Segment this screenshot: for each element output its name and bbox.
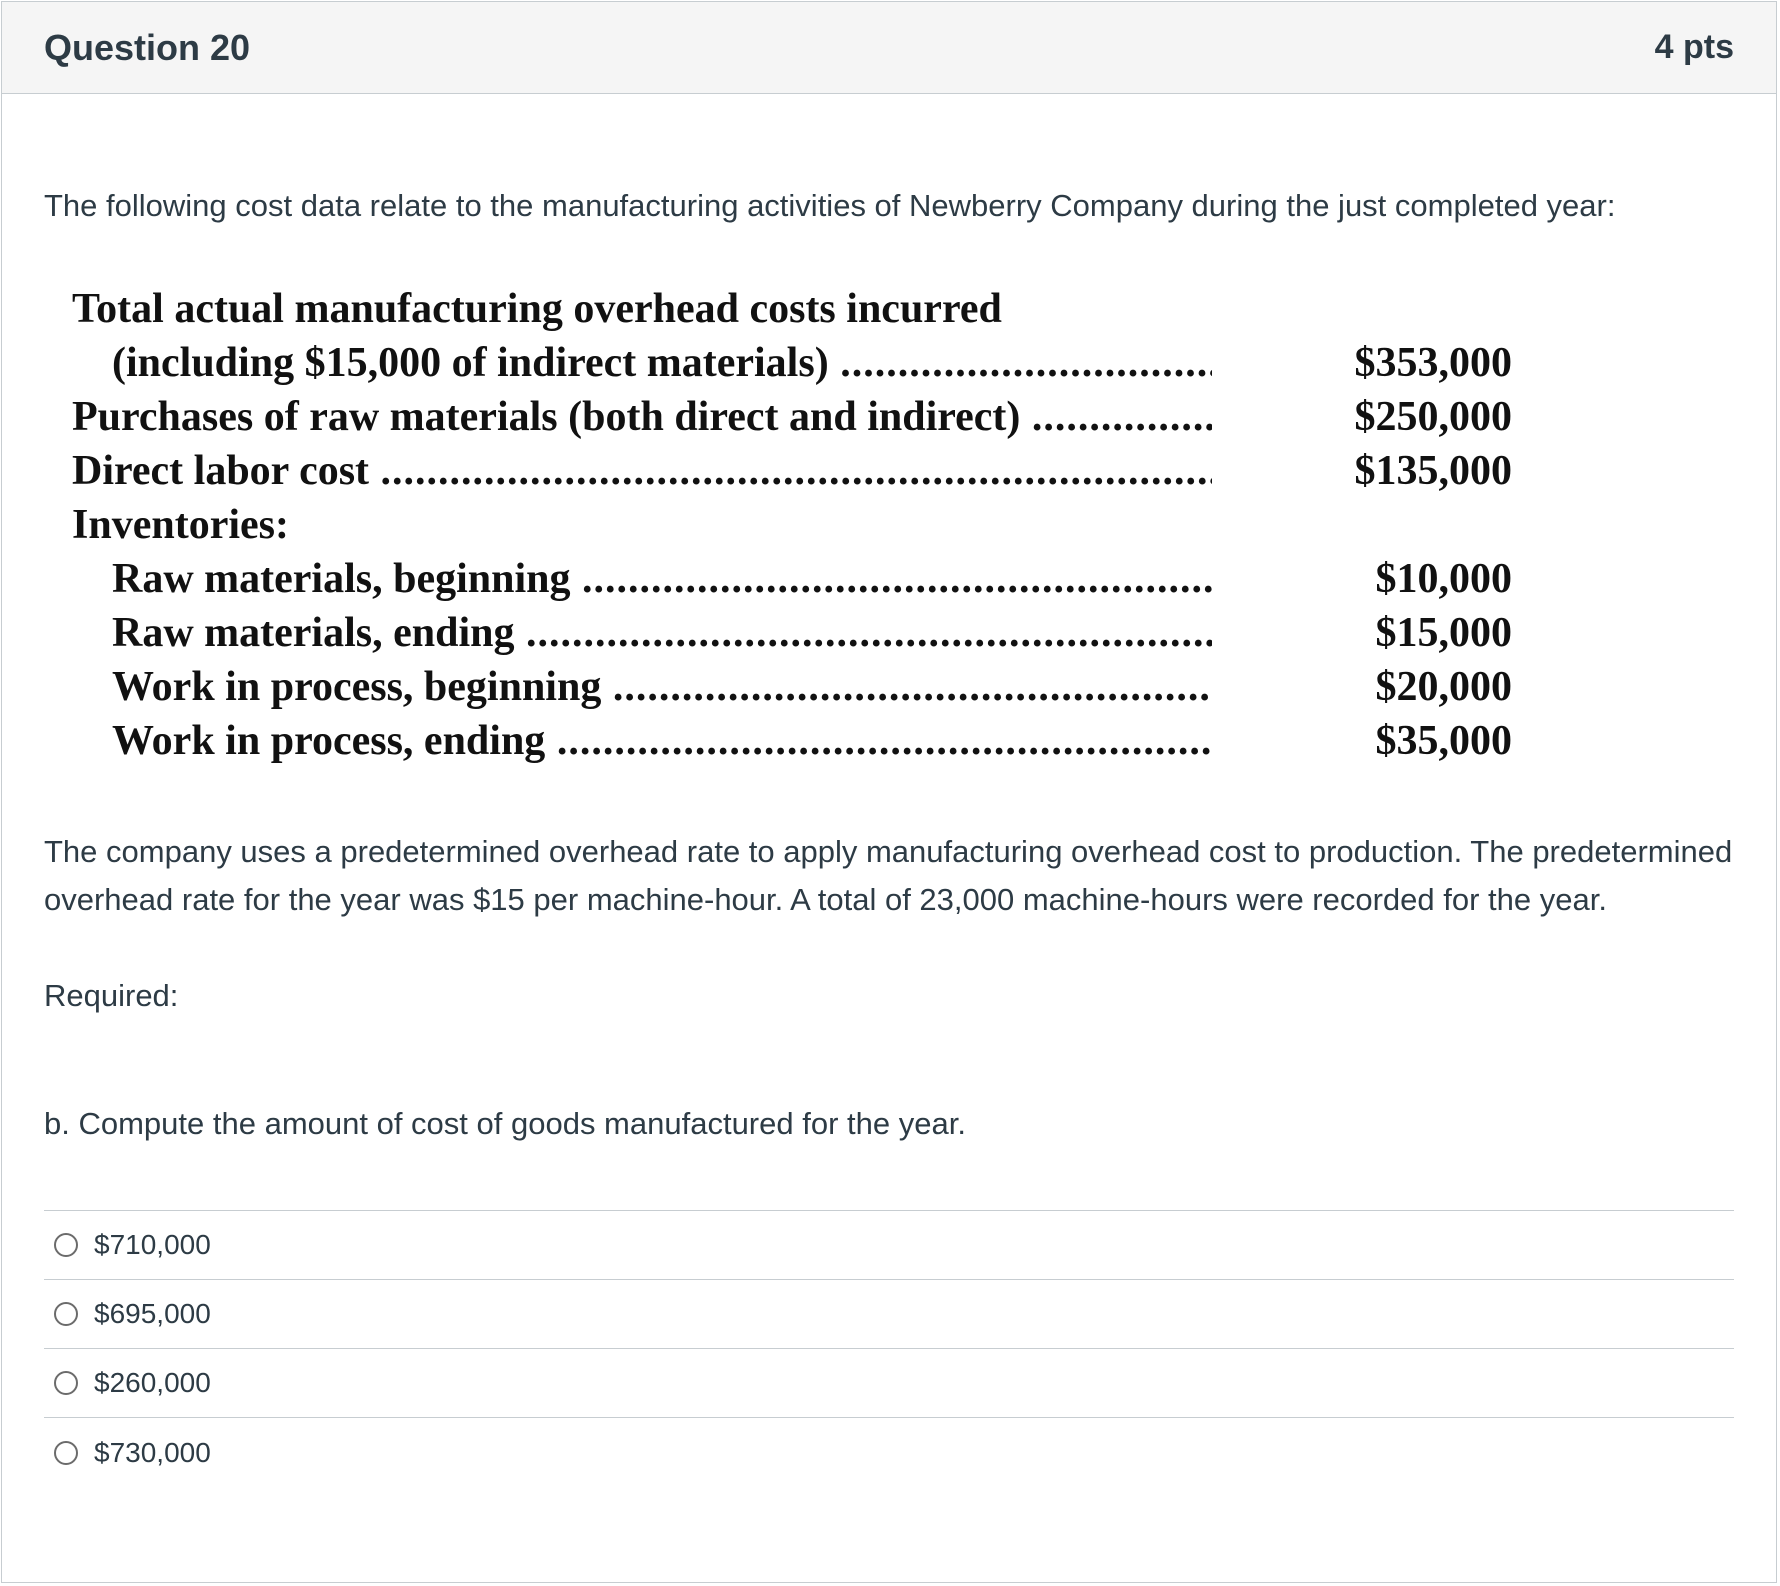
cost-row [72, 714, 1512, 768]
cost-value: $15,000 [1375, 610, 1512, 656]
answer-option[interactable] [44, 1349, 1734, 1418]
question-prompt: b. Compute the amount of cost of goods manufactured for the year. [44, 1106, 966, 1141]
answer-option[interactable] [44, 1280, 1734, 1349]
cost-value: $20,000 [1375, 664, 1512, 710]
question-card [1, 1, 1777, 1583]
answer-label: $260,000 [94, 1367, 211, 1398]
answer-list [44, 1210, 1734, 1487]
radio-button[interactable] [54, 1233, 78, 1257]
cost-label: Work in process, beginning ..... [112, 660, 1212, 714]
required-label: Required: [44, 978, 179, 1013]
cost-label: (including $15,000 of indirect materials) ..... [112, 336, 1212, 390]
cost-label: Total actual manufacturing overhead costs incurred [72, 286, 1002, 332]
cost-label: Purchases of raw materials (both direct and indirect) ..... [72, 390, 1212, 444]
cost-row [72, 606, 1512, 660]
cost-value: $135,000 [1354, 448, 1512, 494]
answer-label: $730,000 [94, 1436, 211, 1468]
cost-label: Inventories: [72, 502, 289, 548]
cost-row [72, 660, 1512, 714]
answer-option[interactable] [44, 1418, 1734, 1487]
cost-label: Raw materials, ending ..... [112, 606, 1212, 660]
question-intro: The following cost data relate to the manufacturing activities of Newberry Company during the just completed year: [44, 188, 1616, 223]
answer-label: $695,000 [94, 1298, 211, 1329]
cost-row [72, 282, 1512, 336]
cost-row [72, 444, 1512, 498]
cost-value: $353,000 [1354, 340, 1512, 386]
question-header [2, 2, 1776, 94]
question-paragraph: The company uses a predetermined overhead rate to apply manufacturing overhead cost to production. The predetermined overhead rate for the year was $15 per machine-hour. A total of 23,000 machine-hours were recorded for the year. [44, 834, 1733, 917]
cost-value: $10,000 [1375, 556, 1512, 602]
radio-button[interactable] [54, 1371, 78, 1395]
cost-label: Raw materials, beginning ..... [112, 552, 1212, 606]
question-title: Question 20 [44, 26, 251, 68]
cost-data-table [72, 282, 1734, 768]
radio-button[interactable] [54, 1302, 78, 1326]
cost-row [72, 498, 1512, 552]
question-points: 4 pts [1654, 28, 1734, 66]
cost-row [72, 552, 1512, 606]
answer-option[interactable] [44, 1211, 1734, 1280]
cost-label: Work in process, ending ..... [112, 714, 1212, 768]
answer-label: $710,000 [94, 1229, 211, 1260]
cost-value: $35,000 [1375, 718, 1512, 764]
question-body [2, 182, 1776, 1487]
radio-button[interactable] [54, 1441, 78, 1465]
cost-value: $250,000 [1354, 394, 1512, 440]
cost-label: Direct labor cost ..... [72, 444, 1212, 498]
cost-row [72, 336, 1512, 390]
cost-row [72, 390, 1512, 444]
